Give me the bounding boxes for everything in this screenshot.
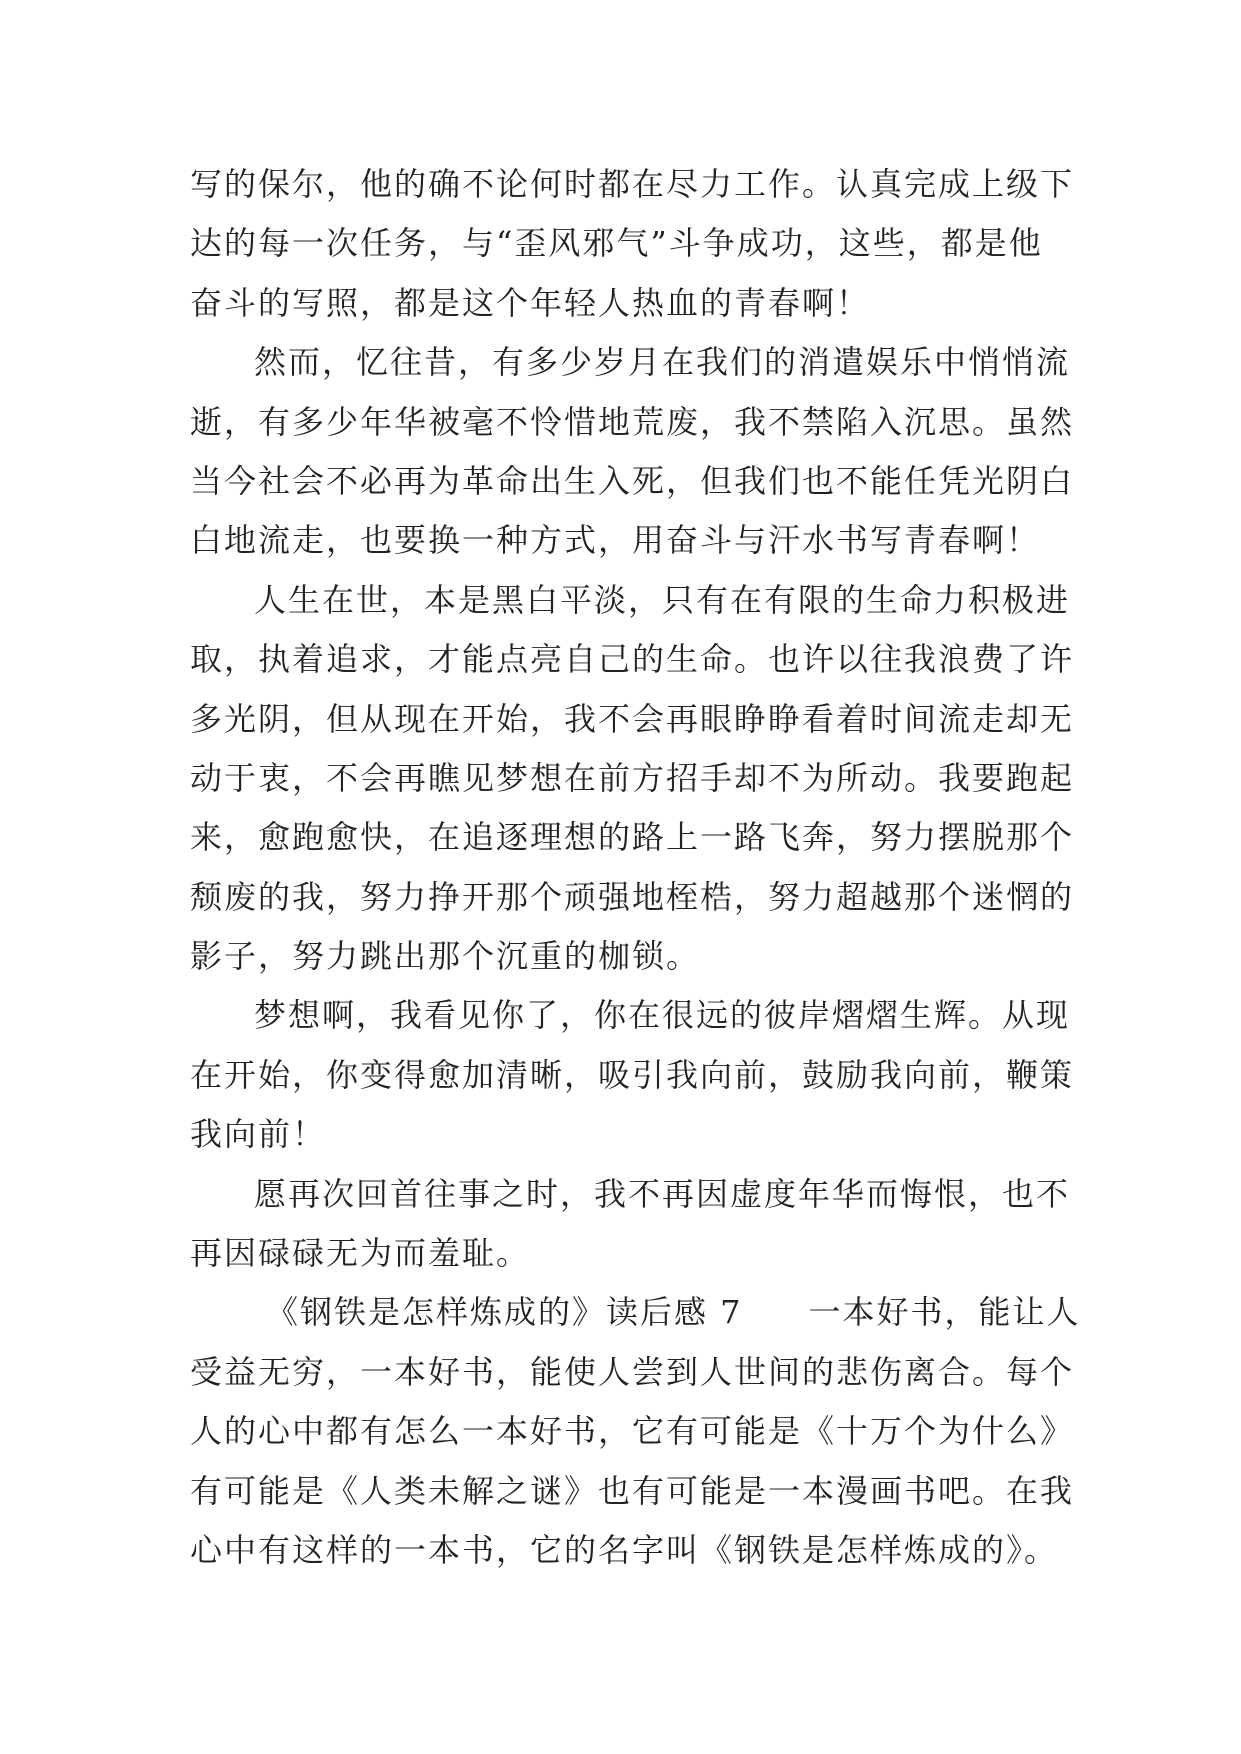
text-line: 有可能是《人类未解之谜》也有可能是一本漫画书吧。在我 [190,1471,1075,1510]
text-line: 奋斗的写照，都是这个年轻人热血的青春啊！ [190,283,871,322]
text-line: 取，执着追求，才能点亮自己的生命。也许以往我浪费了许 [190,640,1075,679]
section-title-line [190,1283,1081,1342]
text-line: 然而，忆往昔，有多少岁月在我们的消遣娱乐中悄悄流 [254,343,1071,382]
text-line: 人生在世，本是黑白平淡，只有在有限的生命力积极进 [254,580,1071,619]
text-line: 心中有这样的一本书，它的名字叫《钢铁是怎样炼成的》。 [190,1530,1059,1569]
text-line: 当今社会不必再为革命出生入死，但我们也不能任凭光阴白 [190,461,1075,500]
text-line: 人的心中都有怎么一本好书，它有可能是《十万个为什么》 [190,1412,1075,1451]
text-line: 愿再次回首往事之时，我不再因虚度年华而悔恨，也不 [254,1174,1071,1213]
text-line: 逝，有多少年华被毫不怜惜地荒废，我不禁陷入沉思。虽然 [190,402,1075,441]
section-opening-text: 一本好书，能让人 [808,1293,1081,1332]
text-line: 梦想啊，我看见你了，你在很远的彼岸熠熠生辉。从现 [254,996,1071,1035]
text-line: 再因碌碌无为而羞耻。 [190,1234,531,1273]
text-line: 来，愈跑愈快，在追逐理想的路上一路飞奔，努力摆脱那个 [190,818,1075,857]
section-title: 《钢铁是怎样炼成的》读后感 7 [266,1293,743,1332]
text-line: 动于衷，不会再瞧见梦想在前方招手却不为所动。我要跑起 [190,758,1075,797]
text-line: 达的每一次任务，与“歪风邪气”斗争成功，这些，都是他 [190,224,1043,263]
text-line: 在开始，你变得愈加清晰，吸引我向前，鼓励我向前，鞭策 [190,1055,1075,1094]
document-body [190,155,1081,1580]
text-line: 写的保尔，他的确不论何时都在尽力工作。认真完成上级下 [190,165,1075,203]
text-line: 受益无穷，一本好书，能使人尝到人世间的悲伤离合。每个 [190,1352,1075,1391]
text-line: 影子，努力跳出那个沉重的枷锁。 [190,937,701,976]
text-line: 白地流走，也要换一种方式，用奋斗与汗水书写青春啊！ [190,521,1041,560]
text-line: 颓废的我，努力挣开那个顽强地桎梏，努力超越那个迷惘的 [190,877,1075,916]
text-line: 多光阴，但从现在开始，我不会再眼睁睁看着时间流走却无 [190,699,1075,738]
text-line: 我向前！ [190,1115,327,1154]
